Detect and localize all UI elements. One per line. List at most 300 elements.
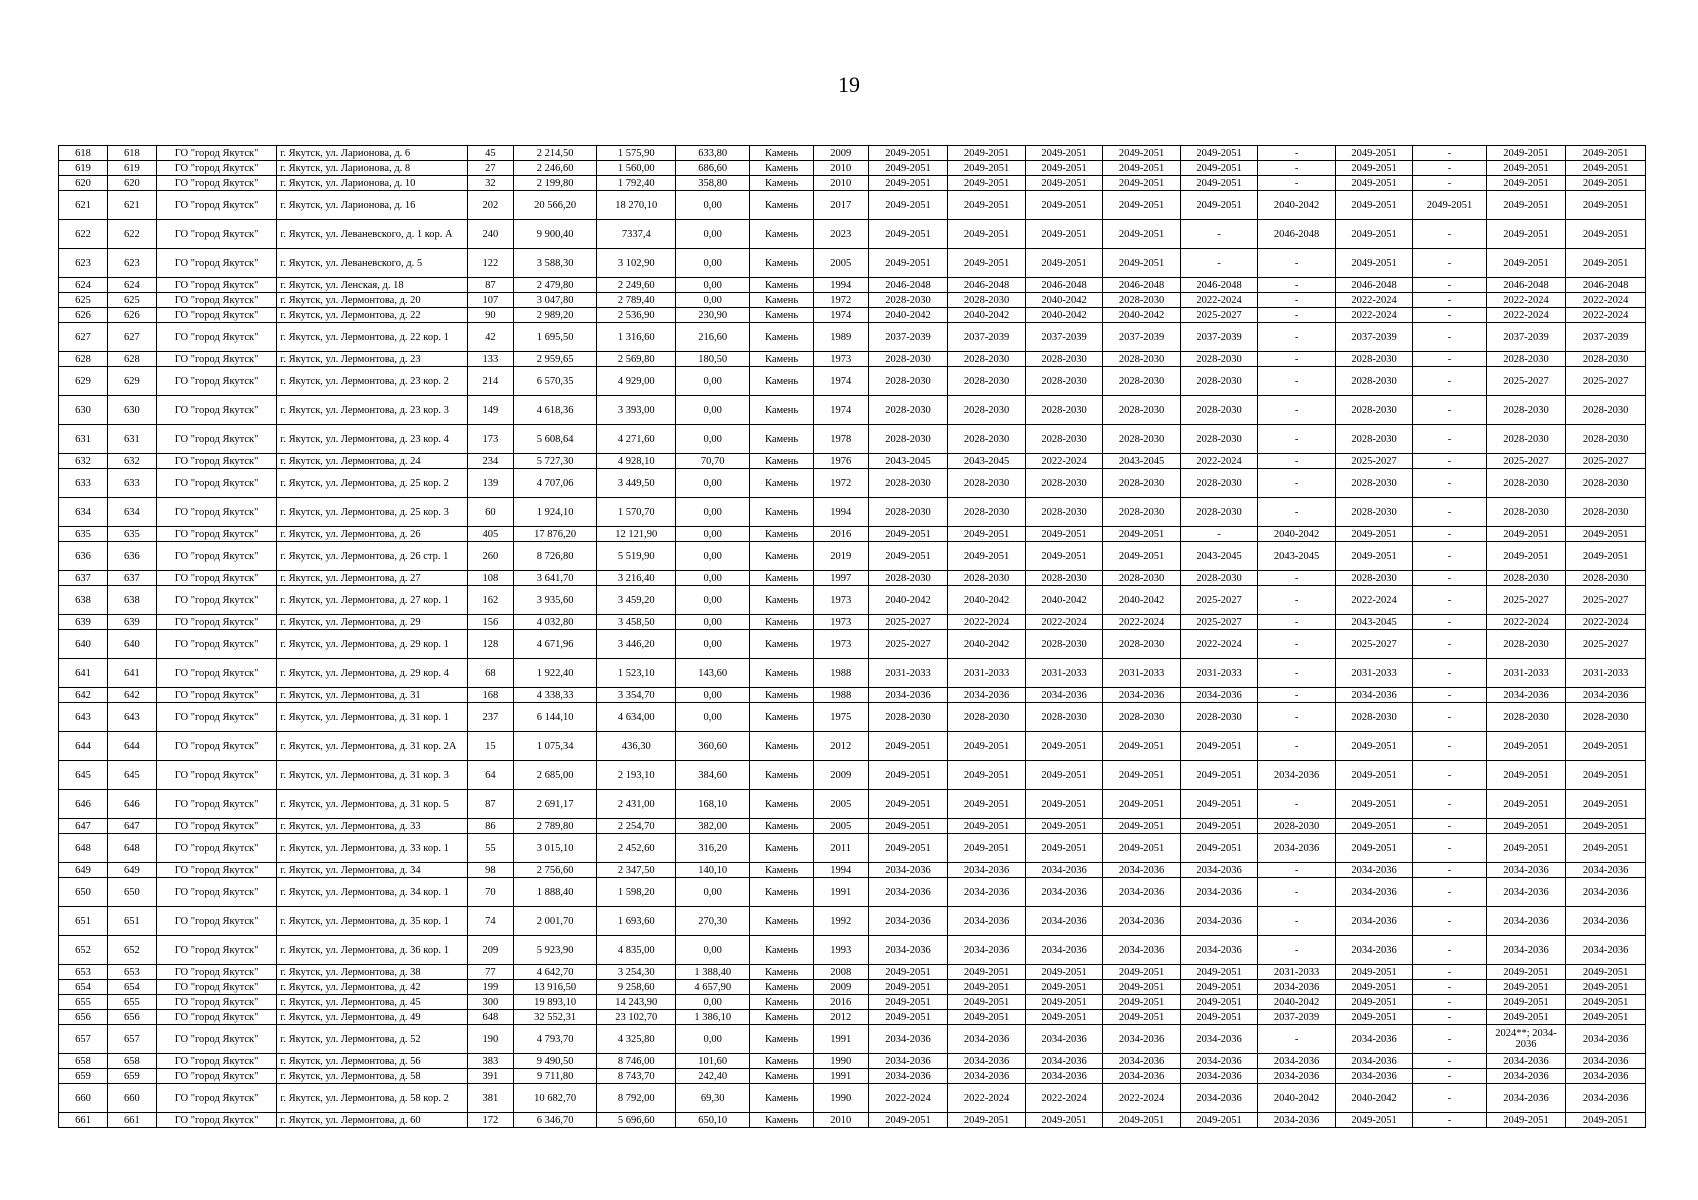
wall-material-cell: Камень xyxy=(750,907,813,936)
repair-period-10-cell: 2049-2051 xyxy=(1566,834,1646,863)
total-area-cell: 32 552,31 xyxy=(513,1010,597,1025)
nonresidential-area-cell: 0,00 xyxy=(676,586,750,615)
repair-period-2-cell: 2028-2030 xyxy=(948,498,1026,527)
apartments-count-cell: 156 xyxy=(467,615,513,630)
total-area-cell: 2 479,80 xyxy=(513,278,597,293)
repair-period-9-cell: 2028-2030 xyxy=(1486,352,1566,367)
address-cell: г. Якутск, ул. Лермонтова, д. 45 xyxy=(277,995,468,1010)
apartments-count-cell: 107 xyxy=(467,293,513,308)
repair-period-7-cell: 2031-2033 xyxy=(1335,659,1413,688)
living-area-cell: 1 792,40 xyxy=(597,176,676,191)
repair-period-9-cell: 2049-2051 xyxy=(1486,834,1566,863)
municipality-cell: ГО "город Якутск" xyxy=(156,542,276,571)
apartments-count-cell: 405 xyxy=(467,527,513,542)
municipality-cell: ГО "город Якутск" xyxy=(156,1010,276,1025)
municipality-cell: ГО "город Якутск" xyxy=(156,396,276,425)
apartments-count-cell: 27 xyxy=(467,161,513,176)
living-area-cell: 1 560,00 xyxy=(597,161,676,176)
row-index-cell: 660 xyxy=(59,1084,108,1113)
apartments-count-cell: 234 xyxy=(467,454,513,469)
repair-period-9-cell: 2049-2051 xyxy=(1486,980,1566,995)
repair-period-1-cell: 2049-2051 xyxy=(868,220,948,249)
total-area-cell: 3 015,10 xyxy=(513,834,597,863)
build-year-cell: 2005 xyxy=(813,790,868,819)
table-row xyxy=(59,819,1646,834)
repair-period-8-cell: - xyxy=(1413,586,1486,615)
repair-period-8-cell: - xyxy=(1413,790,1486,819)
build-year-cell: 1990 xyxy=(813,1084,868,1113)
repair-period-5-cell: 2034-2036 xyxy=(1180,936,1258,965)
wall-material-cell: Камень xyxy=(750,615,813,630)
address-cell: г. Якутск, ул. Ларионова, д. 10 xyxy=(277,176,468,191)
repair-period-4-cell: 2049-2051 xyxy=(1103,761,1181,790)
repair-period-6-cell: 2034-2036 xyxy=(1258,761,1336,790)
repair-period-9-cell: 2028-2030 xyxy=(1486,425,1566,454)
repair-period-2-cell: 2034-2036 xyxy=(948,1054,1026,1069)
apartments-count-cell: 45 xyxy=(467,146,513,161)
living-area-cell: 2 569,80 xyxy=(597,352,676,367)
repair-period-3-cell: 2040-2042 xyxy=(1025,586,1103,615)
table-row xyxy=(59,527,1646,542)
object-number-cell: 619 xyxy=(107,161,156,176)
municipality-cell: ГО "город Якутск" xyxy=(156,703,276,732)
repair-period-10-cell: 2046-2048 xyxy=(1566,278,1646,293)
total-area-cell: 3 641,70 xyxy=(513,571,597,586)
build-year-cell: 2009 xyxy=(813,761,868,790)
repair-period-7-cell: 2049-2051 xyxy=(1335,161,1413,176)
repair-period-6-cell: 2037-2039 xyxy=(1258,1010,1336,1025)
repair-period-10-cell: 2028-2030 xyxy=(1566,571,1646,586)
repair-period-9-cell: 2049-2051 xyxy=(1486,161,1566,176)
build-year-cell: 1990 xyxy=(813,1054,868,1069)
repair-period-4-cell: 2049-2051 xyxy=(1103,249,1181,278)
table-row xyxy=(59,688,1646,703)
apartments-count-cell: 240 xyxy=(467,220,513,249)
repair-period-5-cell: 2049-2051 xyxy=(1180,995,1258,1010)
table-row xyxy=(59,630,1646,659)
living-area-cell: 4 271,60 xyxy=(597,425,676,454)
object-number-cell: 628 xyxy=(107,352,156,367)
object-number-cell: 654 xyxy=(107,980,156,995)
repair-period-4-cell: 2028-2030 xyxy=(1103,293,1181,308)
repair-period-3-cell: 2049-2051 xyxy=(1025,220,1103,249)
table-row xyxy=(59,425,1646,454)
repair-period-9-cell: 2034-2036 xyxy=(1486,1084,1566,1113)
municipality-cell: ГО "город Якутск" xyxy=(156,498,276,527)
build-year-cell: 1988 xyxy=(813,659,868,688)
repair-period-10-cell: 2049-2051 xyxy=(1566,220,1646,249)
repair-period-8-cell: - xyxy=(1413,703,1486,732)
repair-period-9-cell: 2025-2027 xyxy=(1486,586,1566,615)
row-index-cell: 624 xyxy=(59,278,108,293)
address-cell: г. Якутск, ул. Лермонтова, д. 49 xyxy=(277,1010,468,1025)
nonresidential-area-cell: 358,80 xyxy=(676,176,750,191)
table-row xyxy=(59,732,1646,761)
repair-period-10-cell: 2028-2030 xyxy=(1566,352,1646,367)
address-cell: г. Якутск, ул. Лермонтова, д. 38 xyxy=(277,965,468,980)
table-row xyxy=(59,469,1646,498)
apartments-count-cell: 77 xyxy=(467,965,513,980)
apartments-count-cell: 139 xyxy=(467,469,513,498)
build-year-cell: 1974 xyxy=(813,308,868,323)
municipality-cell: ГО "город Якутск" xyxy=(156,732,276,761)
wall-material-cell: Камень xyxy=(750,819,813,834)
repair-period-8-cell: - xyxy=(1413,907,1486,936)
table-row xyxy=(59,659,1646,688)
repair-period-3-cell: 2040-2042 xyxy=(1025,293,1103,308)
repair-period-5-cell: 2049-2051 xyxy=(1180,1113,1258,1128)
repair-period-2-cell: 2022-2024 xyxy=(948,615,1026,630)
build-year-cell: 1991 xyxy=(813,1069,868,1084)
repair-period-3-cell: 2034-2036 xyxy=(1025,878,1103,907)
municipality-cell: ГО "город Якутск" xyxy=(156,323,276,352)
row-index-cell: 653 xyxy=(59,965,108,980)
repair-period-6-cell: - xyxy=(1258,571,1336,586)
total-area-cell: 4 618,36 xyxy=(513,396,597,425)
nonresidential-area-cell: 316,20 xyxy=(676,834,750,863)
repair-period-7-cell: 2046-2048 xyxy=(1335,278,1413,293)
total-area-cell: 20 566,20 xyxy=(513,191,597,220)
repair-period-5-cell: 2025-2027 xyxy=(1180,586,1258,615)
repair-period-3-cell: 2049-2051 xyxy=(1025,191,1103,220)
row-index-cell: 631 xyxy=(59,425,108,454)
repair-period-1-cell: 2037-2039 xyxy=(868,323,948,352)
apartments-count-cell: 108 xyxy=(467,571,513,586)
repair-period-7-cell: 2028-2030 xyxy=(1335,469,1413,498)
repair-period-3-cell: 2028-2030 xyxy=(1025,630,1103,659)
repair-period-5-cell: 2028-2030 xyxy=(1180,469,1258,498)
living-area-cell: 4 325,80 xyxy=(597,1025,676,1054)
repair-period-3-cell: 2031-2033 xyxy=(1025,659,1103,688)
table-row xyxy=(59,1010,1646,1025)
municipality-cell: ГО "город Якутск" xyxy=(156,761,276,790)
repair-period-7-cell: 2028-2030 xyxy=(1335,425,1413,454)
repair-period-9-cell: 2049-2051 xyxy=(1486,249,1566,278)
repair-period-4-cell: 2022-2024 xyxy=(1103,1084,1181,1113)
address-cell: г. Якутск, ул. Лермонтова, д. 31 кор. 5 xyxy=(277,790,468,819)
nonresidential-area-cell: 230,90 xyxy=(676,308,750,323)
repair-period-2-cell: 2049-2051 xyxy=(948,176,1026,191)
repair-period-1-cell: 2034-2036 xyxy=(868,688,948,703)
build-year-cell: 1991 xyxy=(813,878,868,907)
municipality-cell: ГО "город Якутск" xyxy=(156,367,276,396)
repair-period-2-cell: 2049-2051 xyxy=(948,819,1026,834)
build-year-cell: 1993 xyxy=(813,936,868,965)
table-row xyxy=(59,352,1646,367)
repair-period-8-cell: - xyxy=(1413,1010,1486,1025)
repair-period-9-cell: 2049-2051 xyxy=(1486,176,1566,191)
living-area-cell: 18 270,10 xyxy=(597,191,676,220)
repair-period-6-cell: 2031-2033 xyxy=(1258,965,1336,980)
repair-period-9-cell: 2034-2036 xyxy=(1486,1069,1566,1084)
repair-period-2-cell: 2022-2024 xyxy=(948,1084,1026,1113)
table-row xyxy=(59,498,1646,527)
repair-period-5-cell: 2025-2027 xyxy=(1180,308,1258,323)
repair-period-9-cell: 2034-2036 xyxy=(1486,936,1566,965)
repair-period-10-cell: 2049-2051 xyxy=(1566,995,1646,1010)
repair-period-5-cell: 2049-2051 xyxy=(1180,161,1258,176)
repair-period-10-cell: 2049-2051 xyxy=(1566,527,1646,542)
living-area-cell: 3 458,50 xyxy=(597,615,676,630)
table-row xyxy=(59,308,1646,323)
repair-period-7-cell: 2049-2051 xyxy=(1335,191,1413,220)
living-area-cell: 4 634,00 xyxy=(597,703,676,732)
table-row xyxy=(59,878,1646,907)
repair-period-1-cell: 2049-2051 xyxy=(868,191,948,220)
build-year-cell: 1974 xyxy=(813,367,868,396)
municipality-cell: ГО "город Якутск" xyxy=(156,220,276,249)
repair-period-9-cell: 2034-2036 xyxy=(1486,863,1566,878)
row-index-cell: 651 xyxy=(59,907,108,936)
repair-period-9-cell: 2049-2051 xyxy=(1486,542,1566,571)
nonresidential-area-cell: 0,00 xyxy=(676,878,750,907)
nonresidential-area-cell: 0,00 xyxy=(676,527,750,542)
apartments-count-cell: 70 xyxy=(467,878,513,907)
repair-period-4-cell: 2046-2048 xyxy=(1103,278,1181,293)
object-number-cell: 658 xyxy=(107,1054,156,1069)
repair-period-2-cell: 2049-2051 xyxy=(948,965,1026,980)
repair-period-8-cell: - xyxy=(1413,659,1486,688)
repair-period-10-cell: 2025-2027 xyxy=(1566,367,1646,396)
repair-period-4-cell: 2028-2030 xyxy=(1103,469,1181,498)
build-year-cell: 2005 xyxy=(813,249,868,278)
row-index-cell: 648 xyxy=(59,834,108,863)
object-number-cell: 624 xyxy=(107,278,156,293)
build-year-cell: 1973 xyxy=(813,586,868,615)
table-row xyxy=(59,367,1646,396)
living-area-cell: 8 746,00 xyxy=(597,1054,676,1069)
nonresidential-area-cell: 0,00 xyxy=(676,703,750,732)
repair-period-7-cell: 2028-2030 xyxy=(1335,571,1413,586)
repair-period-7-cell: 2049-2051 xyxy=(1335,527,1413,542)
repair-period-2-cell: 2034-2036 xyxy=(948,688,1026,703)
repair-period-3-cell: 2034-2036 xyxy=(1025,688,1103,703)
address-cell: г. Якутск, ул. Лермонтова, д. 33 xyxy=(277,819,468,834)
living-area-cell: 8 743,70 xyxy=(597,1069,676,1084)
row-index-cell: 641 xyxy=(59,659,108,688)
repair-period-5-cell: - xyxy=(1180,220,1258,249)
wall-material-cell: Камень xyxy=(750,732,813,761)
repair-period-4-cell: 2049-2051 xyxy=(1103,834,1181,863)
repair-period-8-cell: - xyxy=(1413,980,1486,995)
row-index-cell: 642 xyxy=(59,688,108,703)
repair-period-6-cell: - xyxy=(1258,469,1336,498)
repair-period-9-cell: 2028-2030 xyxy=(1486,498,1566,527)
object-number-cell: 655 xyxy=(107,995,156,1010)
repair-period-9-cell: 2049-2051 xyxy=(1486,732,1566,761)
repair-period-2-cell: 2043-2045 xyxy=(948,454,1026,469)
repair-period-4-cell: 2028-2030 xyxy=(1103,396,1181,425)
repair-period-8-cell: - xyxy=(1413,630,1486,659)
address-cell: г. Якутск, ул. Лермонтова, д. 27 кор. 1 xyxy=(277,586,468,615)
apartments-count-cell: 199 xyxy=(467,980,513,995)
repair-period-5-cell: - xyxy=(1180,249,1258,278)
address-cell: г. Якутск, ул. Леваневского, д. 5 xyxy=(277,249,468,278)
repair-period-5-cell: 2049-2051 xyxy=(1180,732,1258,761)
municipality-cell: ГО "город Якутск" xyxy=(156,278,276,293)
repair-period-3-cell: 2049-2051 xyxy=(1025,965,1103,980)
object-number-cell: 661 xyxy=(107,1113,156,1128)
repair-period-5-cell: 2043-2045 xyxy=(1180,542,1258,571)
repair-period-8-cell: - xyxy=(1413,542,1486,571)
object-number-cell: 631 xyxy=(107,425,156,454)
repair-period-9-cell: 2049-2051 xyxy=(1486,761,1566,790)
living-area-cell: 2 452,60 xyxy=(597,834,676,863)
wall-material-cell: Камень xyxy=(750,161,813,176)
wall-material-cell: Камень xyxy=(750,469,813,498)
repair-period-7-cell: 2049-2051 xyxy=(1335,1113,1413,1128)
repair-period-2-cell: 2049-2051 xyxy=(948,220,1026,249)
object-number-cell: 636 xyxy=(107,542,156,571)
repair-period-5-cell: 2049-2051 xyxy=(1180,1010,1258,1025)
living-area-cell: 1 598,20 xyxy=(597,878,676,907)
repair-period-7-cell: 2028-2030 xyxy=(1335,367,1413,396)
repair-period-1-cell: 2034-2036 xyxy=(868,936,948,965)
repair-period-7-cell: 2034-2036 xyxy=(1335,1025,1413,1054)
object-number-cell: 645 xyxy=(107,761,156,790)
wall-material-cell: Камень xyxy=(750,630,813,659)
repair-period-5-cell: 2022-2024 xyxy=(1180,293,1258,308)
wall-material-cell: Камень xyxy=(750,688,813,703)
nonresidential-area-cell: 0,00 xyxy=(676,191,750,220)
address-cell: г. Якутск, ул. Лермонтова, д. 23 кор. 3 xyxy=(277,396,468,425)
repair-period-6-cell: - xyxy=(1258,688,1336,703)
repair-period-2-cell: 2028-2030 xyxy=(948,425,1026,454)
municipality-cell: ГО "город Якутск" xyxy=(156,527,276,542)
repair-period-1-cell: 2028-2030 xyxy=(868,571,948,586)
living-area-cell: 2 254,70 xyxy=(597,819,676,834)
wall-material-cell: Камень xyxy=(750,1054,813,1069)
living-area-cell: 7337,4 xyxy=(597,220,676,249)
nonresidential-area-cell: 633,80 xyxy=(676,146,750,161)
wall-material-cell: Камень xyxy=(750,761,813,790)
living-area-cell: 4 928,10 xyxy=(597,454,676,469)
repair-period-9-cell: 2028-2030 xyxy=(1486,630,1566,659)
address-cell: г. Якутск, ул. Лермонтова, д. 36 кор. 1 xyxy=(277,936,468,965)
repair-period-5-cell: 2046-2048 xyxy=(1180,278,1258,293)
repair-period-4-cell: 2034-2036 xyxy=(1103,878,1181,907)
municipality-cell: ГО "город Якутск" xyxy=(156,878,276,907)
repair-period-5-cell: 2049-2051 xyxy=(1180,965,1258,980)
repair-period-1-cell: 2049-2051 xyxy=(868,790,948,819)
wall-material-cell: Камень xyxy=(750,323,813,352)
repair-period-3-cell: 2028-2030 xyxy=(1025,367,1103,396)
object-number-cell: 646 xyxy=(107,790,156,819)
wall-material-cell: Камень xyxy=(750,527,813,542)
repair-period-4-cell: 2049-2051 xyxy=(1103,732,1181,761)
living-area-cell: 1 316,60 xyxy=(597,323,676,352)
repair-period-10-cell: 2049-2051 xyxy=(1566,1010,1646,1025)
housing-register-table xyxy=(58,145,1646,1128)
living-area-cell: 3 449,50 xyxy=(597,469,676,498)
total-area-cell: 2 789,80 xyxy=(513,819,597,834)
municipality-cell: ГО "город Якутск" xyxy=(156,688,276,703)
repair-period-8-cell: - xyxy=(1413,146,1486,161)
repair-period-1-cell: 2049-2051 xyxy=(868,249,948,278)
total-area-cell: 2 199,80 xyxy=(513,176,597,191)
wall-material-cell: Камень xyxy=(750,191,813,220)
repair-period-8-cell: - xyxy=(1413,1084,1486,1113)
address-cell: г. Якутск, ул. Лермонтова, д. 29 кор. 1 xyxy=(277,630,468,659)
repair-period-10-cell: 2034-2036 xyxy=(1566,863,1646,878)
repair-period-1-cell: 2043-2045 xyxy=(868,454,948,469)
row-index-cell: 640 xyxy=(59,630,108,659)
repair-period-7-cell: 2049-2051 xyxy=(1335,980,1413,995)
table-row xyxy=(59,790,1646,819)
repair-period-4-cell: 2028-2030 xyxy=(1103,498,1181,527)
repair-period-8-cell: - xyxy=(1413,323,1486,352)
repair-period-10-cell: 2022-2024 xyxy=(1566,308,1646,323)
municipality-cell: ГО "город Якутск" xyxy=(156,176,276,191)
living-area-cell: 3 102,90 xyxy=(597,249,676,278)
row-index-cell: 620 xyxy=(59,176,108,191)
repair-period-4-cell: 2031-2033 xyxy=(1103,659,1181,688)
repair-period-6-cell: 2034-2036 xyxy=(1258,1113,1336,1128)
table-row xyxy=(59,220,1646,249)
repair-period-7-cell: 2028-2030 xyxy=(1335,396,1413,425)
living-area-cell: 3 459,20 xyxy=(597,586,676,615)
wall-material-cell: Камень xyxy=(750,995,813,1010)
repair-period-1-cell: 2028-2030 xyxy=(868,293,948,308)
repair-period-6-cell: - xyxy=(1258,878,1336,907)
repair-period-8-cell: - xyxy=(1413,1054,1486,1069)
repair-period-1-cell: 2049-2051 xyxy=(868,995,948,1010)
repair-period-6-cell: 2028-2030 xyxy=(1258,819,1336,834)
apartments-count-cell: 648 xyxy=(467,1010,513,1025)
object-number-cell: 632 xyxy=(107,454,156,469)
repair-period-4-cell: 2040-2042 xyxy=(1103,586,1181,615)
address-cell: г. Якутск, ул. Лермонтова, д. 20 xyxy=(277,293,468,308)
repair-period-9-cell: 2034-2036 xyxy=(1486,878,1566,907)
repair-period-7-cell: 2049-2051 xyxy=(1335,819,1413,834)
repair-period-10-cell: 2034-2036 xyxy=(1566,688,1646,703)
repair-period-4-cell: 2040-2042 xyxy=(1103,308,1181,323)
living-area-cell: 2 536,90 xyxy=(597,308,676,323)
repair-period-1-cell: 2049-2051 xyxy=(868,965,948,980)
wall-material-cell: Камень xyxy=(750,293,813,308)
build-year-cell: 2010 xyxy=(813,1113,868,1128)
repair-period-8-cell: - xyxy=(1413,965,1486,980)
municipality-cell: ГО "город Якутск" xyxy=(156,630,276,659)
wall-material-cell: Камень xyxy=(750,834,813,863)
row-index-cell: 646 xyxy=(59,790,108,819)
municipality-cell: ГО "город Якутск" xyxy=(156,907,276,936)
repair-period-10-cell: 2034-2036 xyxy=(1566,1025,1646,1054)
row-index-cell: 625 xyxy=(59,293,108,308)
repair-period-5-cell: 2022-2024 xyxy=(1180,454,1258,469)
wall-material-cell: Камень xyxy=(750,571,813,586)
repair-period-4-cell: 2022-2024 xyxy=(1103,615,1181,630)
row-index-cell: 647 xyxy=(59,819,108,834)
repair-period-3-cell: 2022-2024 xyxy=(1025,1084,1103,1113)
repair-period-1-cell: 2049-2051 xyxy=(868,542,948,571)
repair-period-1-cell: 2028-2030 xyxy=(868,469,948,498)
row-index-cell: 636 xyxy=(59,542,108,571)
repair-period-3-cell: 2049-2051 xyxy=(1025,1010,1103,1025)
row-index-cell: 623 xyxy=(59,249,108,278)
repair-period-6-cell: - xyxy=(1258,278,1336,293)
repair-period-10-cell: 2049-2051 xyxy=(1566,732,1646,761)
repair-period-1-cell: 2049-2051 xyxy=(868,834,948,863)
nonresidential-area-cell: 0,00 xyxy=(676,542,750,571)
nonresidential-area-cell: 69,30 xyxy=(676,1084,750,1113)
repair-period-6-cell: 2046-2048 xyxy=(1258,220,1336,249)
object-number-cell: 650 xyxy=(107,878,156,907)
repair-period-7-cell: 2049-2051 xyxy=(1335,995,1413,1010)
repair-period-8-cell: - xyxy=(1413,498,1486,527)
repair-period-9-cell: 2025-2027 xyxy=(1486,454,1566,469)
build-year-cell: 2016 xyxy=(813,995,868,1010)
